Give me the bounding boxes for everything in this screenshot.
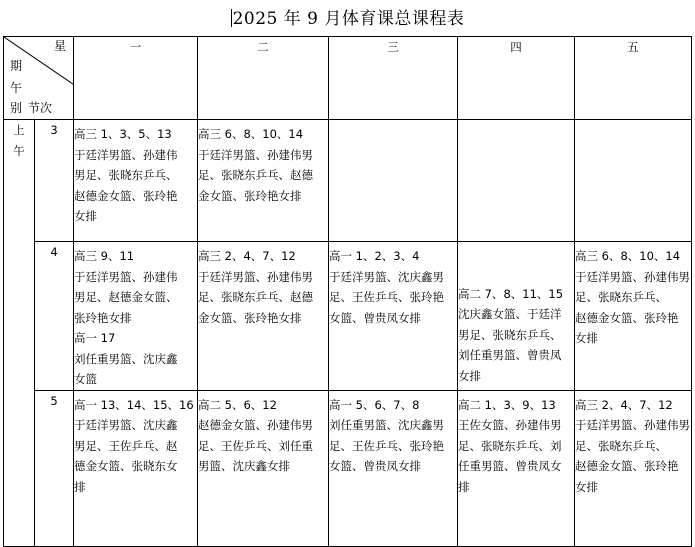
schedule-cell: [575, 390, 692, 546]
cell-text-line: 金女篮、张玲艳女排: [198, 188, 302, 203]
corner-label-qi: 期: [10, 59, 23, 73]
header-row: [4, 37, 692, 120]
cell-text-line: 刘任重男篮、曾贵凤: [458, 348, 562, 362]
cell-text-line: 于廷洋男篮、孙建伟: [74, 147, 178, 162]
cell-text-line: 高三 1、3、5、13: [74, 127, 172, 141]
cell-text-line: 德金女篮、张晓东女: [74, 459, 178, 473]
cell-text-line: 男足、王佐乒乓、赵: [74, 438, 178, 453]
cell-text-line: 高一 1、2、3、4: [329, 249, 420, 263]
cell-text-line: 于廷洋男篮、沈庆鑫男: [329, 269, 444, 284]
schedule-cell: [575, 120, 692, 242]
cell-text-line: 刘任重男篮、沈庆鑫男: [329, 418, 444, 432]
day-header-monday: 一: [74, 37, 198, 120]
cell-text-line: 高三 6、8、10、14: [575, 249, 681, 263]
cell-text-line: 高一 5、6、7、8: [329, 397, 420, 412]
cell-text-line: 赵德金女篮、孙建伟男: [198, 418, 313, 432]
cell-text-line: 男足、赵德金女篮、: [74, 290, 178, 304]
schedule-row-slot-3: [4, 120, 692, 242]
day-header-thursday: 四: [458, 37, 575, 120]
corner-header-cell: [4, 37, 74, 120]
cell-text-line: 于廷洋男篮、孙建伟: [74, 269, 178, 284]
cell-text-line: 赵德金女篮、张玲艳: [575, 310, 679, 325]
schedule-cell: [74, 242, 198, 391]
period-morning-cell: [4, 120, 35, 547]
cell-text-line: 于廷洋男篮、孙建伟男: [575, 269, 690, 284]
slot-label-3: 3: [35, 120, 74, 242]
schedule-cell: [198, 120, 329, 242]
cell-text-line: 足、张晓东乒乓、: [575, 438, 667, 453]
cell-text-line: 于廷洋男篮、孙建伟男: [575, 418, 690, 432]
cell-text-line: 于廷洋男篮、孙建伟男: [198, 269, 313, 284]
day-header-friday: 五: [575, 37, 692, 120]
corner-label-xing: 星: [54, 39, 67, 53]
cell-text-line: 足、王佐乒乓、张玲艳: [329, 438, 444, 453]
schedule-cell: [198, 242, 329, 391]
cell-text-line: 高三 2、4、7、12: [575, 397, 673, 412]
cell-text-line: 男足、张晓东乒乓、: [458, 327, 562, 342]
cell-text-line: 足、张晓东乒乓、刘: [458, 438, 562, 453]
cell-text-line: 赵德金女篮、张玲艳: [74, 188, 178, 203]
schedule-cell: [329, 242, 458, 391]
cell-text-line: 男足、张晓东乒乓、: [74, 168, 178, 182]
cell-text-line: 王佐女篮、孙建伟男: [458, 418, 562, 432]
title-text: 2025 年 9 月体育课总课程表: [232, 9, 465, 29]
cell-text-line: 女篮、曾贵凤女排: [329, 310, 421, 325]
cell-text-line: 金女篮、张玲艳女排: [198, 310, 302, 325]
day-header-tuesday: 二: [198, 37, 329, 120]
cell-text-line: 高二 5、6、12: [198, 397, 277, 412]
schedule-cell: [458, 120, 575, 242]
cell-text-line: 沈庆鑫女篮、于廷洋: [458, 307, 562, 321]
cell-text-line: 男篮、沈庆鑫女排: [198, 459, 290, 473]
schedule-row-slot-5: [4, 390, 692, 546]
schedule-table: [3, 36, 692, 547]
cell-text-line: 高一 13、14、15、16: [74, 397, 194, 412]
cell-text-line: 高三 9、11: [74, 249, 135, 263]
cell-text-line: 女排: [74, 209, 97, 223]
period-am-char-2: 午: [13, 143, 25, 158]
cell-text-line: 排: [74, 479, 86, 494]
cell-text-line: 高一 17: [74, 331, 116, 345]
schedule-cell: [329, 120, 458, 242]
schedule-cell: [575, 242, 692, 391]
schedule-cell: [198, 390, 329, 546]
cell-text-line: 张玲艳女排: [74, 310, 132, 325]
cell-text-line: 高二 1、3、9、13: [458, 397, 556, 412]
text-cursor: [231, 9, 232, 27]
cell-text-line: 女排: [458, 368, 481, 383]
cell-text-line: 足、张晓东乒乓、赵德: [198, 290, 313, 304]
schedule-cell: [458, 390, 575, 546]
cell-text-line: 任重男篮、曾贵凤女: [458, 459, 562, 473]
cell-text-line: 赵德金女篮、张玲艳: [575, 459, 679, 473]
cell-text-line: 于廷洋男篮、孙建伟男: [198, 147, 313, 162]
schedule-row-slot-4: [4, 242, 692, 391]
corner-label-jieci: 节次: [28, 101, 53, 115]
cell-text-line: 女篮、曾贵凤女排: [329, 459, 421, 473]
cell-text-line: 足、王佐乒乓、张玲艳: [329, 290, 444, 304]
period-am-char-1: 上: [13, 123, 25, 137]
cell-text-line: 女排: [575, 331, 598, 345]
cell-text-line: 足、王佐乒乓、刘任重: [198, 438, 313, 453]
schedule-cell: [458, 242, 575, 391]
cell-text-line: 女排: [575, 479, 598, 494]
cell-text-line: 排: [458, 479, 470, 494]
cell-text-line: 女篮: [74, 372, 97, 386]
corner-label-wu: 午: [10, 81, 23, 95]
slot-label-4: 4: [35, 242, 74, 391]
slot-label-5: 5: [35, 390, 74, 546]
document-title: [0, 4, 695, 29]
schedule-cell: [74, 390, 198, 546]
cell-text-line: 于廷洋男篮、沈庆鑫: [74, 418, 178, 432]
cell-text-line: 刘任重男篮、沈庆鑫: [74, 351, 178, 366]
corner-label-bie: 别: [10, 101, 23, 115]
schedule-cell: [329, 390, 458, 546]
cell-text-line: 足、张晓东乒乓、赵德: [198, 168, 313, 182]
day-header-wednesday: 三: [329, 37, 458, 120]
cell-text-line: 足、张晓东乒乓、: [575, 290, 667, 304]
cell-text-line: 高三 6、8、10、14: [198, 127, 304, 141]
cell-text-line: 高三 2、4、7、12: [198, 249, 296, 263]
schedule-cell: [74, 120, 198, 242]
cell-text-line: 高二 7、8、11、15: [458, 286, 564, 301]
